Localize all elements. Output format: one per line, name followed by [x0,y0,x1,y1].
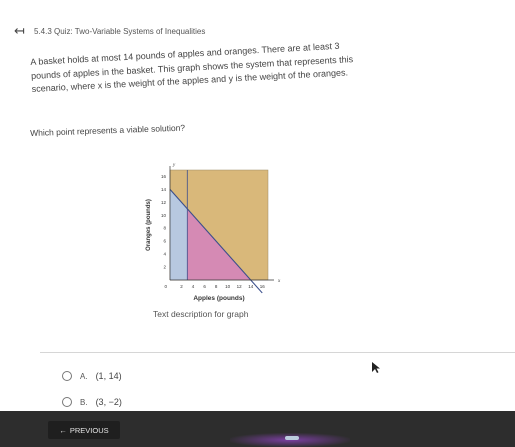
x-tick-label: 6 [203,284,206,289]
option-b[interactable] [62,394,122,410]
option-a[interactable] [62,368,122,384]
divider [40,352,515,353]
y-axis-label: Oranges (pounds) [146,199,152,251]
x-tick-label: 16 [259,284,265,289]
option-a-letter: A. [80,371,88,381]
previous-label: PREVIOUS [69,425,109,435]
previous-button[interactable] [48,421,120,439]
x-tick-label: 10 [225,284,231,289]
x-tick-label: 4 [191,284,195,289]
graph-svg [108,160,283,310]
y-tick-label: 6 [163,238,166,244]
left-arrow-icon: ← [59,425,67,435]
question-text: A basket holds at most 14 pounds of apples and oranges. There are at least 3 pounds of apples in the basket. This graph shows the system that represents this scenario, where x is the weight of the apples and y is the weight of the oranges. [30,40,354,94]
x-tick-label: 14 [248,284,254,289]
x-axis-label: Apples (pounds) [193,295,245,302]
mouse-cursor-icon [372,362,382,374]
y-tick-label: 16 [160,173,166,179]
y-var-label: y [173,163,176,168]
option-b-letter: B. [80,397,88,407]
question-prompt: Which point represents a viable solution? [30,122,186,138]
origin-label: 0 [164,284,167,289]
radio-button-b[interactable] [62,397,72,407]
x-tick-label: 8 [214,284,218,289]
y-tick-label: 12 [160,199,166,205]
y-tick-label: 2 [163,264,166,270]
back-arrow-icon[interactable]: ↤ [14,23,25,38]
option-a-text: (1, 14) [95,371,122,381]
y-tick-label: 4 [163,251,166,257]
y-tick-label: 10 [160,212,166,218]
y-tick-label: 14 [160,186,166,192]
quiz-title: 5.4.3 Quiz: Two-Variable Systems of Inequalities [34,26,206,36]
x-tick-label: 2 [180,284,183,289]
taskbar-indicator [285,436,299,440]
text-description-link[interactable]: Text description for graph [153,309,249,319]
x-var-label: x [278,279,281,284]
quiz-header [14,20,344,42]
radio-button-a[interactable] [62,371,72,381]
option-b-text: (3, −2) [95,397,122,407]
x-tick-label: 12 [236,284,242,289]
inequality-graph [108,160,283,310]
y-tick-label: 8 [163,225,166,231]
